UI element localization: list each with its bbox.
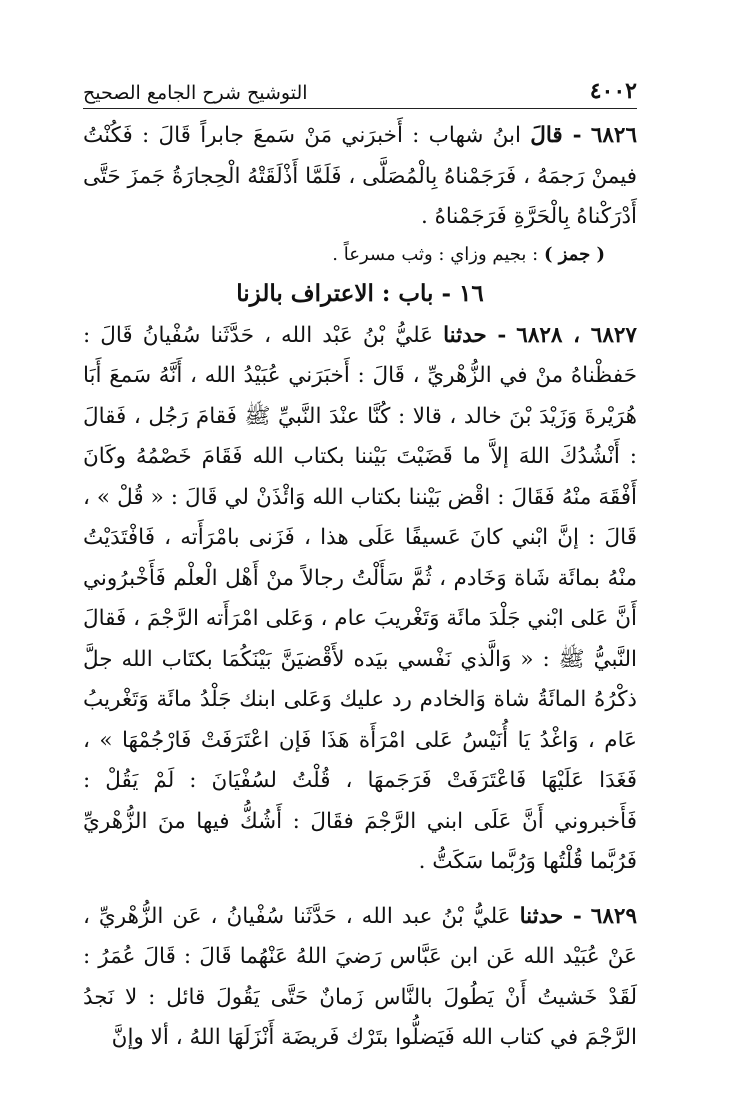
page-number: ٤٠٠٢: [589, 78, 637, 104]
running-title: التوشيح شرح الجامع الصحيح: [83, 82, 308, 104]
hadith-lead: حدثنا: [519, 903, 564, 929]
hadith-number: ٦٨٢٦: [590, 123, 638, 148]
hadith-6827: ٦٨٢٧ ، ٦٨٢٨ - حدثنا عَليُّ بْنُ عَبْد الله ، حَدَّثَنا سُفْيانُ قَالَ : حَفظْناهُ منْ في الزُّهْريِّ ، قَالَ : أَخبَرَني عُبَيْدُ الله ، أَنَّهُ سَمعَ أَبَا هُرَيْرةَ وَزَيْدَ بْنَ خالد ، قالا : كُنَّا عنْدَ النَّبيِّ ﷺ فَقامَ رَجُل ، فَقالَ : أَنْشُدُكَ اللهَ إلاَّ ما قَضَيْتَ بَيْننا بكتاب الله فَقَامَ خَصْمُهُ وكَانَ أَفْقَهَ منْهُ فَقَالَ : اقْض بَيْننا بكتاب الله وَائْذَنْ لي قَالَ : « قُلْ » ، قَالَ : إنَّ ابْني كانَ عَسيفًا عَلَى هذا ، فَزَنى بامْرَأَته ، فَافْتَدَيْتُ منْهُ بمائَة شَاة وَخَادم ، ثُمَّ سَأَلْتُ رجالاً منْ أَهْل الْعلْم فَأَخْبرُوني أَنَّ عَلى ابْني جَلْدَ مائَة وَتَغْريبَ عام ، وَعَلى امْرَأَته الرَّجْمَ ، فَقالَ النَّبيُّ ﷺ : « وَالَّذي نَفْسي بيَده لأَقْضيَنَّ بَيْنَكُمَا بكتَاب الله جلَّ ذكْرُهُ المائَةُ شاة وَالخادم رد عليك وَعَلى ابنك جَلْدُ مائَة وَتَغْريبُ عَام ، وَاغْدُ يَا أُنَيْسُ عَلى امْرَأَة هَذَا فَإن اعْتَرَفَتْ فَارْجُمْهَا » ، فَغَدَا عَلَيْهَا فَاعْتَرَفَتْ فَرَجَمهَا ، قُلْتُ لسُفْيَانَ : لَمْ يَقُلْ : فَأَخبروني أَنَّ عَلَى ابني الرَّجْمَ فقَالَ : أَشُكُّ فيها منَ الزُّهْريِّ فَرُبَّما قُلْتُها وَرُبَّما سَكَتُّ .: [83, 322, 637, 874]
hadith-text: عَليُّ بْنُ عبد الله ، حَدَّثَنا سُفْيانُ ، عَن الزُّهْريِّ ، عَنْ عُبَيْد الله عَن ابن عَبَّاس رَضيَ اللهُ عَنْهُما قَالَ : قَالَ عُمَرُ : لَقَدْ خَشيتُ أَنْ يَطُولَ بالنَّاس زَمانٌ حَتَّى يَقُولَ قائل : لا نَجدُ الرَّجْمَ في كتاب الله فَيَضلُّوا بتَرْك فَريضَة أَنْزَلَهَا اللهُ ، ألا وإنَّ: [83, 903, 637, 1050]
hadith-lead: قالَ: [530, 123, 563, 148]
page-header: [83, 70, 637, 104]
gloss-term: ( جمز ): [543, 243, 605, 265]
hadith-6826: ٦٨٢٦ - قالَ ابنُ شهاب : أَخبرَني مَنْ سَمعَ جابراً قَالَ : فَكُنْتُ فيمنْ رَجمَهُ ، فَرَجَمْناهُ بِالْمُصَلَّى ، فَلَمَّا أَذْلَقَتْهُ الْحِجارَةُ جَمزَ حَتَّى أَدْرَكْناهُ بِالْحَرَّةِ فَرَجَمْناهُ .: [83, 123, 638, 229]
page-body: [83, 116, 637, 1059]
hadith-6829: ٦٨٢٩ - حدثنا عَليُّ بْنُ عبد الله ، حَدَّثَنا سُفْيانُ ، عَن الزُّهْريِّ ، عَنْ عُبَيْد الله عَن ابن عَبَّاس رَضيَ اللهُ عَنْهُما قَالَ : قَالَ عُمَرُ : لَقَدْ خَشيتُ أَنْ يَطُولَ بالنَّاس زَمانٌ حَتَّى يَقُولَ قائل : لا نَجدُ الرَّجْمَ في كتاب الله فَيَضلُّوا بتَرْك فَريضَة أَنْزَلَهَا اللهُ ، ألا وإنَّ: [83, 903, 637, 1050]
hadith-number: ٦٨٢٧ ، ٦٨٢٨: [516, 322, 637, 348]
hadith-number: ٦٨٢٩: [590, 903, 637, 929]
chapter-heading: ١٦ - باب : الاعتراف بالزنا: [236, 279, 484, 307]
gloss-note: [83, 238, 637, 272]
hadith-text: عَليُّ بْنُ عَبْد الله ، حَدَّثَنا سُفْيانُ قَالَ : حَفظْناهُ منْ في الزُّهْريِّ ، قَالَ : أَخبَرَني عُبَيْدُ الله ، أَنَّهُ سَمعَ أَبَا هُرَيْرةَ وَزَيْدَ بْنَ خالد ، قالا : كُنَّا عنْدَ النَّبيِّ ﷺ فَقامَ رَجُل ، فَقالَ : أَنْشُدُكَ اللهَ إلاَّ ما قَضَيْتَ بَيْننا بكتاب الله فَقَامَ خَصْمُهُ وكَانَ أَفْقَهَ منْهُ فَقَالَ : اقْض بَيْننا بكتاب الله وَائْذَنْ لي قَالَ : « قُلْ » ، قَالَ : إنَّ ابْني كانَ عَسيفًا عَلَى هذا ، فَزَنى بامْرَأَته ، فَافْتَدَيْتُ منْهُ بمائَة شَاة وَخَادم ، ثُمَّ سَأَلْتُ رجالاً منْ أَهْل الْعلْم فَأَخْبرُوني أَنَّ عَلى ابْني جَلْدَ مائَة وَتَغْريبَ عام ، وَعَلى امْرَأَته الرَّجْمَ ، فَقالَ النَّبيُّ ﷺ : « وَالَّذي نَفْسي بيَده لأَقْضيَنَّ بَيْنَكُمَا بكتَاب الله جلَّ ذكْرُهُ المائَةُ شاة وَالخادم رد عليك وَعَلى ابنك جَلْدُ مائَة وَتَغْريبُ عَام ، وَاغْدُ يَا أُنَيْسُ عَلى امْرَأَة هَذَا فَإن اعْتَرَفَتْ فَارْجُمْهَا » ، فَغَدَا عَلَيْهَا فَاعْتَرَفَتْ فَرَجَمهَا ، قُلْتُ لسُفْيَانَ : لَمْ يَقُلْ : فَأَخبروني أَنَّ عَلَى ابني الرَّجْمَ فقَالَ : أَشُكُّ فيها منَ الزُّهْريِّ فَرُبَّما قُلْتُها وَرُبَّما سَكَتُّ .: [83, 322, 637, 874]
hadith-text: ابنُ شهاب : أَخبرَني مَنْ سَمعَ جابراً قَالَ : فَكُنْتُ فيمنْ رَجمَهُ ، فَرَجَمْناهُ بِالْمُصَلَّى ، فَلَمَّا أَذْلَقَتْهُ الْحِجارَةُ جَمزَ حَتَّى أَدْرَكْناهُ بِالْحَرَّةِ فَرَجَمْناهُ .: [83, 123, 637, 229]
gloss-text: : بجيم وزاي : وثب مسرعاً .: [332, 243, 539, 265]
header-rule: [83, 108, 637, 109]
hadith-lead: حدثنا: [443, 322, 487, 348]
